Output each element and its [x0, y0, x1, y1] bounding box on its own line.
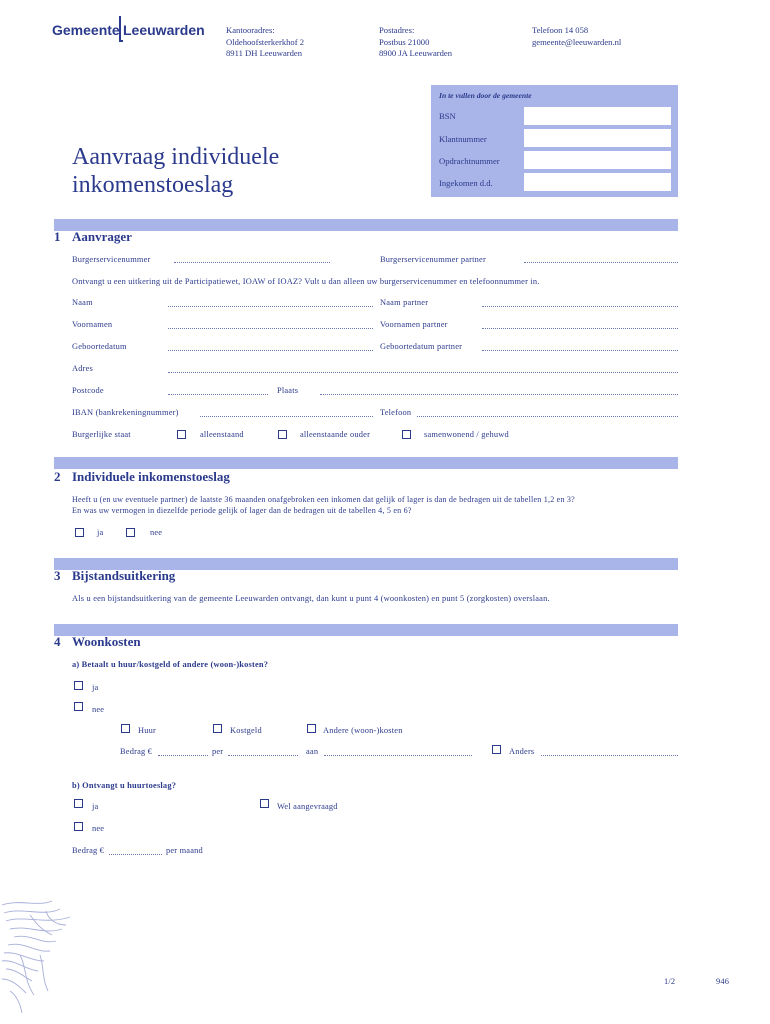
section-4-bar [54, 624, 678, 636]
alleenstaande-ouder-checkbox[interactable] [278, 430, 287, 439]
gov-field-opdrachtnummer[interactable] [524, 151, 671, 169]
andere-kosten-checkbox[interactable] [307, 724, 316, 733]
section-2-question-1: Heeft u (en uw eventuele partner) de laatste 36 maanden onafgebroken een inkomen dat gelijk of lager is dan de bedragen uit de tabellen 1,2 en 3? [72, 495, 575, 504]
contact-phone: Telefoon 14 058 [532, 25, 589, 35]
anders-field[interactable] [541, 755, 678, 756]
geboortedatum-partner-label: Geboortedatum partner [380, 342, 463, 351]
question-b: b) Ontvangt u huurtoeslag? [72, 781, 177, 790]
page-title [72, 143, 279, 199]
office-line2: 8911 DH Leeuwarden [226, 48, 303, 59]
woonkosten-ja-checkbox[interactable] [74, 681, 83, 690]
section-3-number: 3 [54, 568, 61, 583]
per-maand-label: per maand [166, 846, 203, 855]
geboortedatum-label: Geboortedatum [72, 342, 127, 351]
geboortedatum-field[interactable] [168, 350, 373, 351]
bsn-partner-label: Burgerservicenummer partner [380, 255, 486, 264]
huur-label: Huur [138, 726, 157, 735]
naam-partner-label: Naam partner [380, 298, 429, 307]
voornamen-field[interactable] [168, 328, 373, 329]
section-2-title: Individuele inkomenstoeslag [72, 469, 230, 484]
gov-label-bsn: BSN [439, 111, 456, 121]
anders-checkbox[interactable] [492, 745, 501, 754]
aan-field[interactable] [324, 755, 472, 756]
office-address [226, 25, 304, 60]
woonkosten-nee-label: nee [92, 705, 105, 714]
postcode-label: Postcode [72, 386, 104, 395]
gov-field-ingekomen[interactable] [524, 173, 671, 191]
gov-field-klantnummer[interactable] [524, 129, 671, 147]
postal-heading: Postadres: [379, 25, 415, 35]
bsn-label: Burgerservicenummer [72, 255, 151, 264]
gov-label-opdrachtnummer: Opdrachtnummer [439, 156, 500, 166]
bsn-field[interactable] [174, 262, 330, 263]
section-2-question-2: En was uw vermogen in diezelfde periode gelijk of lager dan de bedragen uit de tabellen 4, 5 en 6? [72, 506, 412, 515]
huur-checkbox[interactable] [121, 724, 130, 733]
postal-address [379, 25, 452, 60]
per-field[interactable] [228, 755, 298, 756]
contact-email: gemeente@leeuwarden.nl [532, 36, 622, 47]
voornamen-label: Voornamen [72, 320, 113, 329]
voornamen-partner-field[interactable] [482, 328, 678, 329]
samenwonend-checkbox[interactable] [402, 430, 411, 439]
naam-field[interactable] [168, 306, 373, 307]
iban-label: IBAN (bankrekeningnummer) [72, 408, 179, 417]
contact-info [532, 25, 621, 48]
andere-kosten-label: Andere (woon-)kosten [323, 726, 403, 735]
naam-partner-field[interactable] [482, 306, 678, 307]
section-1-bar [54, 219, 678, 231]
bedrag-field[interactable] [158, 755, 208, 756]
huurtoeslag-nee-label: nee [92, 824, 105, 833]
inkomen-ja-label: ja [97, 528, 104, 537]
huurtoeslag-nee-checkbox[interactable] [74, 822, 83, 831]
section-1-title: Aanvrager [72, 229, 132, 244]
alleenstaand-checkbox[interactable] [177, 430, 186, 439]
aan-label: aan [306, 747, 319, 756]
inkomen-ja-checkbox[interactable] [75, 528, 84, 537]
huurtoeslag-ja-checkbox[interactable] [74, 799, 83, 808]
page-title-line2: inkomenstoeslag [72, 172, 234, 198]
logo-gemeente: Gemeente [52, 22, 120, 38]
section-2-number: 2 [54, 469, 61, 484]
section-1-number: 1 [54, 229, 61, 244]
telefoon-label: Telefoon [380, 408, 412, 417]
adres-label: Adres [72, 364, 94, 373]
postal-line2: 8900 JA Leeuwarden [379, 48, 453, 59]
bsn-partner-field[interactable] [524, 262, 678, 263]
voornamen-partner-label: Voornamen partner [380, 320, 448, 329]
iban-field[interactable] [200, 416, 373, 417]
office-use-heading: In te vullen door de gemeente [439, 91, 532, 100]
gov-label-ingekomen: Ingekomen d.d. [439, 178, 493, 188]
telefoon-field[interactable] [417, 416, 678, 417]
kostgeld-checkbox[interactable] [213, 724, 222, 733]
samenwonend-label: samenwonend / gehuwd [424, 430, 509, 439]
section-3-title: Bijstandsuitkering [72, 568, 176, 583]
per-label: per [212, 747, 224, 756]
office-heading: Kantooradres: [226, 25, 275, 35]
plaats-field[interactable] [320, 394, 678, 395]
naam-label: Naam [72, 298, 93, 307]
huurtoeslag-ja-label: ja [92, 802, 99, 811]
bedrag-b-field[interactable] [109, 854, 162, 855]
section-4-title: Woonkosten [72, 634, 141, 649]
lion-emblem [0, 895, 80, 1015]
postcode-field[interactable] [168, 394, 268, 395]
woonkosten-ja-label: ja [92, 683, 99, 692]
page-number: 1/2 [664, 977, 676, 986]
uitkering-note: Ontvangt u een uitkering uit de Participatiewet, IOAW of IOAZ? Vult u dan alleen uw burgerservicenummer en telefoonnummer in. [72, 277, 540, 286]
adres-field[interactable] [168, 372, 678, 373]
section-4-number: 4 [54, 634, 61, 649]
question-a: a) Betaalt u huur/kostgeld of andere (woon-)kosten? [72, 660, 269, 669]
alleenstaande-ouder-label: alleenstaande ouder [300, 430, 371, 439]
anders-label: Anders [509, 747, 535, 756]
gov-field-bsn[interactable] [524, 107, 671, 125]
plaats-label: Plaats [277, 386, 299, 395]
page-title-line1: Aanvraag individuele [72, 144, 280, 170]
bedrag-label: Bedrag € [120, 747, 153, 756]
inkomen-nee-label: nee [150, 528, 163, 537]
kostgeld-label: Kostgeld [230, 726, 262, 735]
form-code: 946 [716, 977, 730, 986]
section-3-text: Als u een bijstandsuitkering van de gemeente Leeuwarden ontvangt, dan kunt u punt 4 (woonkosten) en punt 5 (zorgkosten) overslaan. [72, 594, 550, 603]
logo [52, 16, 205, 42]
postal-line1: Postbus 21000 [379, 36, 430, 47]
office-line1: Oldehoofsterkerkhof 2 [226, 36, 305, 47]
logo-leeuwarden: Leeuwarden [123, 22, 205, 38]
wel-aangevraagd-checkbox[interactable] [260, 799, 269, 808]
wel-aangevraagd-label: Wel aangevraagd [277, 802, 338, 811]
section-2-bar [54, 457, 678, 469]
alleenstaand-label: alleenstaand [200, 430, 244, 439]
bedrag-b-label: Bedrag € [72, 846, 105, 855]
gov-label-klantnummer: Klantnummer [439, 134, 487, 144]
geboortedatum-partner-field[interactable] [482, 350, 678, 351]
burgerlijke-staat-label: Burgerlijke staat [72, 430, 131, 439]
inkomen-nee-checkbox[interactable] [126, 528, 135, 537]
woonkosten-nee-checkbox[interactable] [74, 702, 83, 711]
